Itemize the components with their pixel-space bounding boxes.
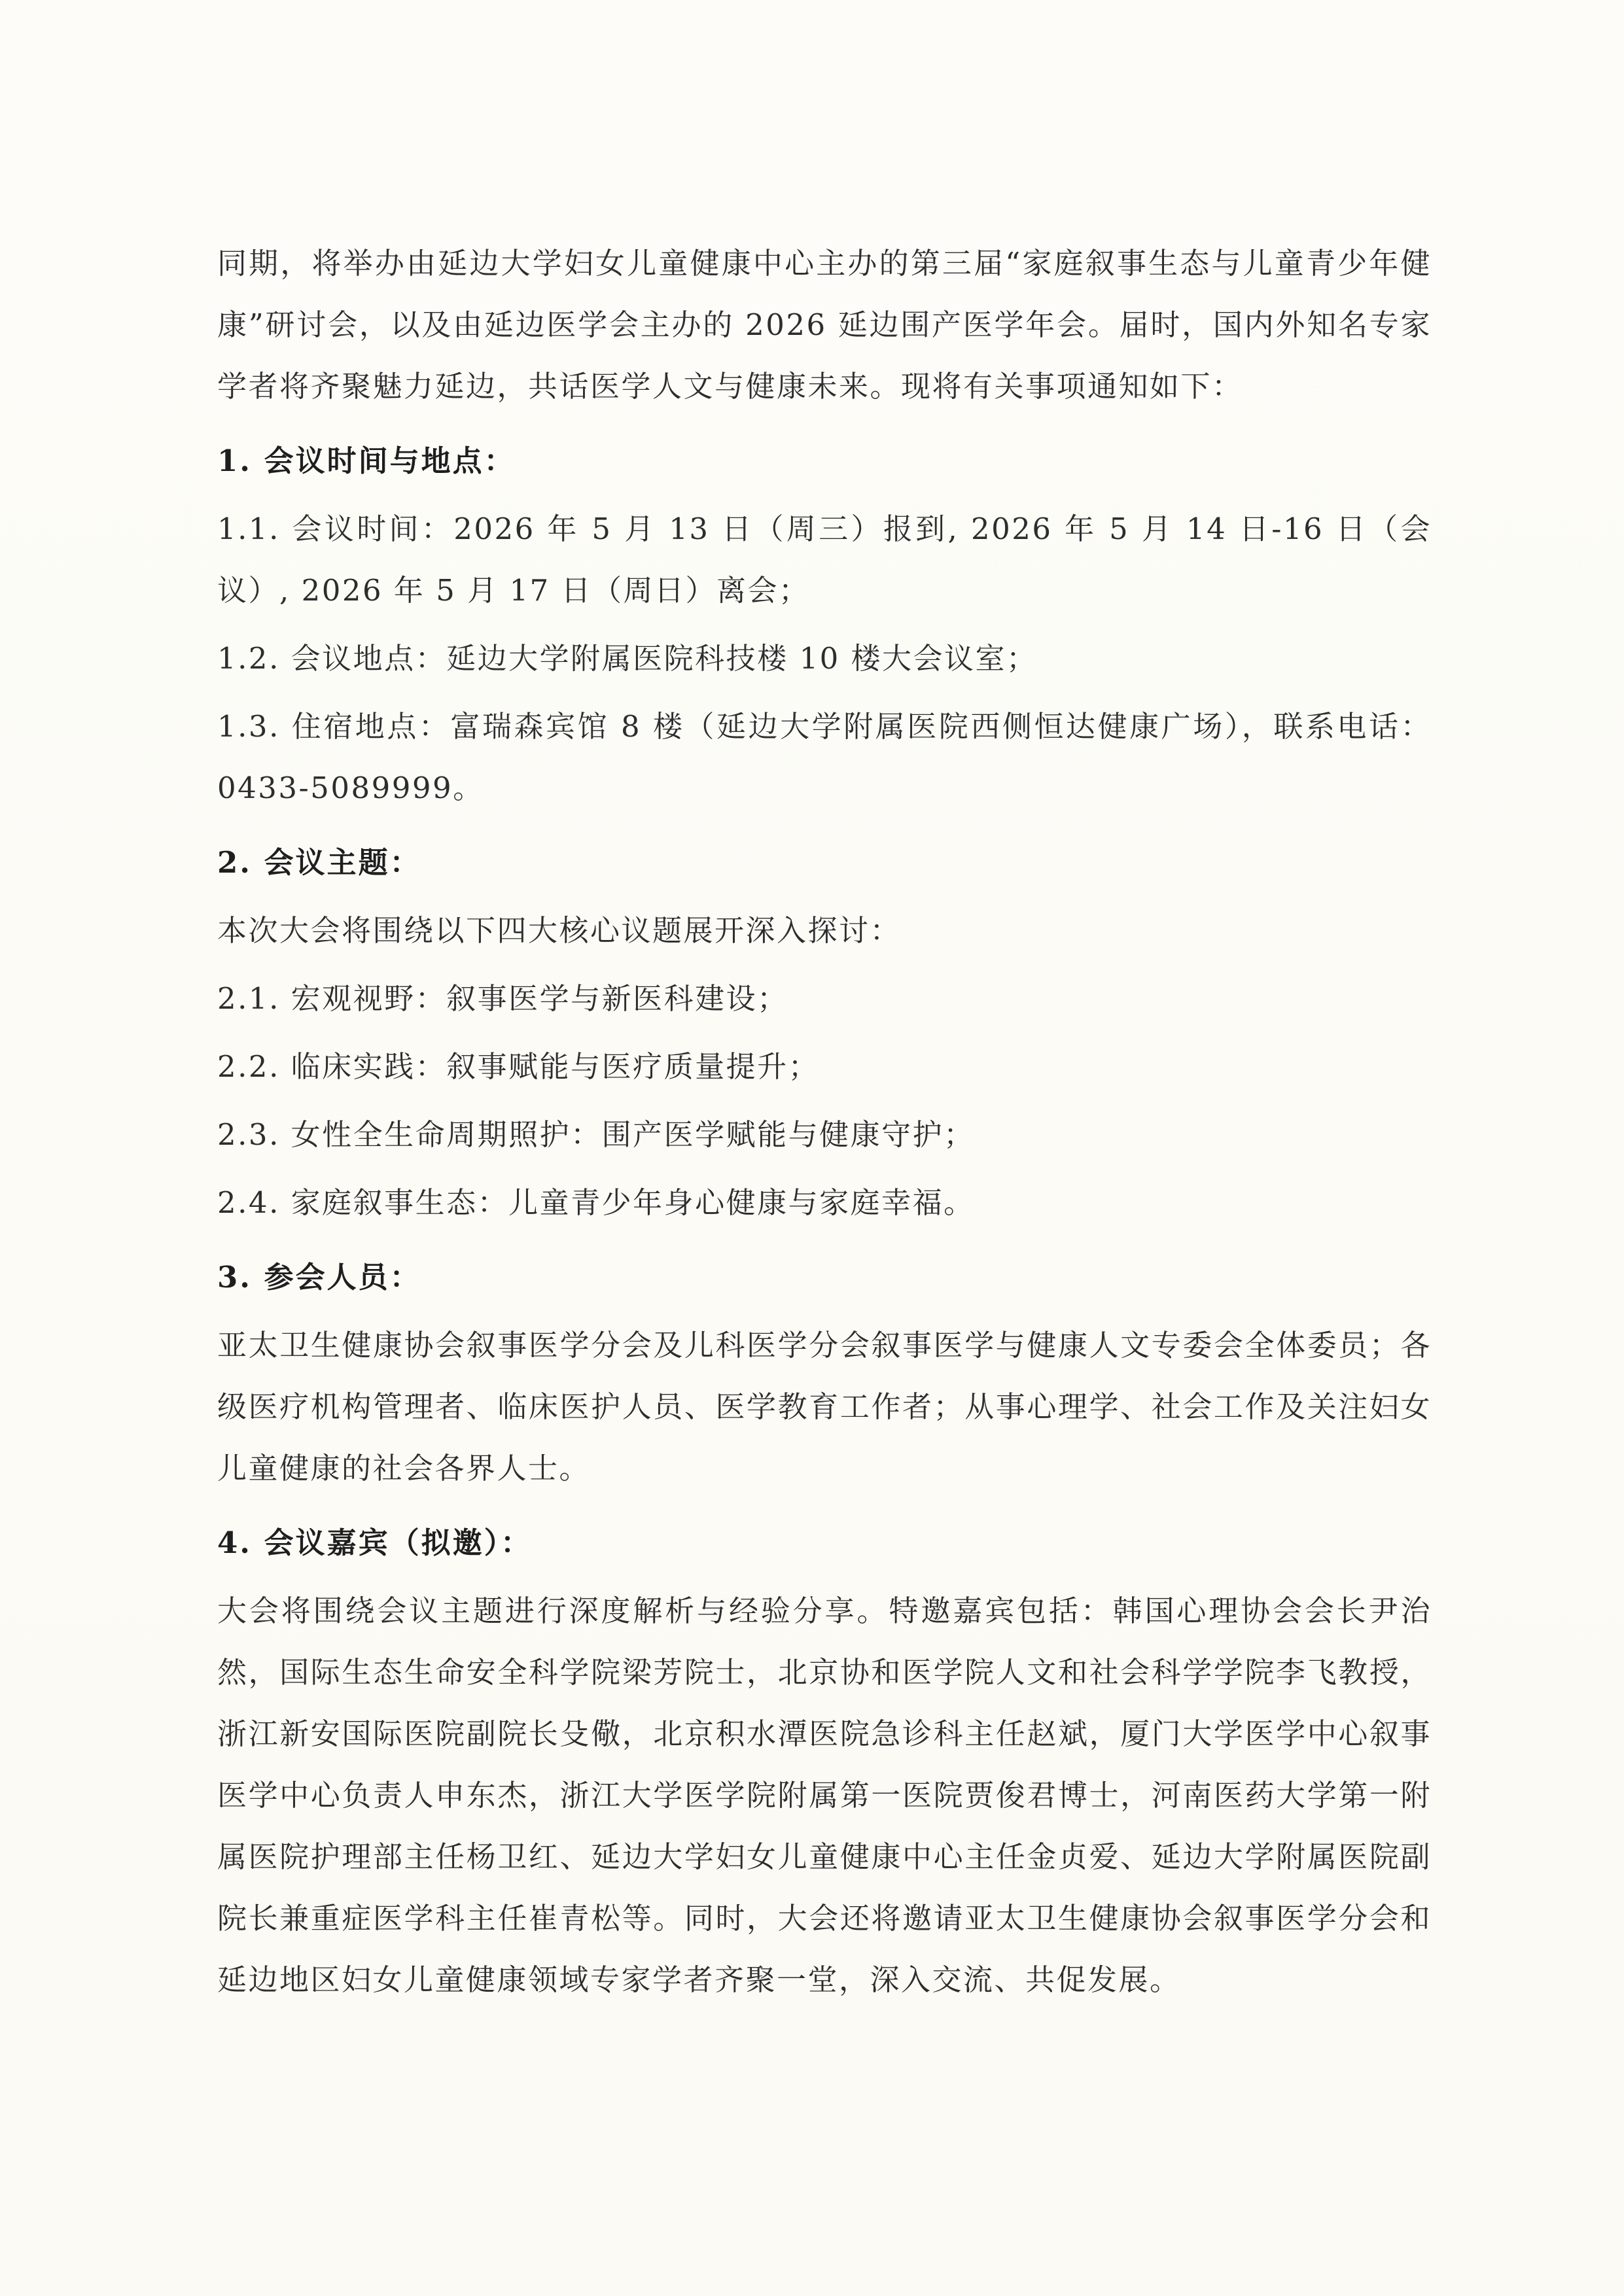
section-2-topic-4: 2.4. 家庭叙事生态：儿童青少年身心健康与家庭幸福。 [217, 1185, 975, 1220]
section-2-topic-3: 2.3. 女性全生命周期照护：围产医学赋能与健康守护； [217, 1117, 975, 1152]
section-3-participants: 亚太卫生健康协会叙事医学分会及儿科医学分会叙事医学与健康人文专委会全体委员；各级医疗机构管理者、临床医护人员、医学教育工作者；从事心理学、社会工作及关注妇女儿童健康的社会各界人士。 [217, 1328, 1432, 1486]
section-4-guests: 大会将围绕会议主题进行深度解析与经验分享。特邀嘉宾包括：韩国心理协会会长尹治然，国际生态生命安全科学院梁芳院士，北京协和医学院人文和社会科学学院李飞教授，浙江新安国际医院副院长殳儆，北京积水潭医院急诊科主任赵斌，厦门大学医学中心叙事医学中心负责人申东杰，浙江大学医学院附属第一医院贾俊君博士，河南医药大学第一附属医院护理部主任杨卫红、延边大学妇女儿童健康中心主任金贞爱、延边大学附属医院副院长兼重症医学科主任崔青松等。同时，大会还将邀请亚太卫生健康协会叙事医学分会和延边地区妇女儿童健康领域专家学者齐聚一堂，深入交流、共促发展。 [217, 1593, 1432, 1997]
section-4-heading: 4. 会议嘉宾（拟邀）： [217, 1525, 533, 1560]
document-body [217, 233, 1432, 2017]
section-1-heading: 1. 会议时间与地点： [217, 444, 516, 478]
intro-paragraph: 同期，将举办由延边大学妇女儿童健康中心主办的第三届“家庭叙事生态与儿童青少年健康”研讨会，以及由延边医学会主办的 2026 延边围产医学年会。届时，国内外知名专家学者将齐聚魅力延边，共话医学人文与健康未来。现将有关事项通知如下： [217, 246, 1432, 404]
section-2-intro: 本次大会将围绕以下四大核心议题展开深入探讨： [217, 913, 902, 948]
section-2-topic-1: 2.1. 宏观视野：叙事医学与新医科建设； [217, 981, 788, 1016]
section-1-item-meeting-time: 1.1. 会议时间：2026 年 5 月 13 日（周三）报到, 2026 年 5 月 14 日-16 日（会议）, 2026 年 5 月 17 日（周日）离会； [217, 512, 1432, 608]
section-2-topic-2: 2.2. 临床实践：叙事赋能与医疗质量提升； [217, 1049, 820, 1084]
section-3-heading: 3. 参会人员： [217, 1260, 421, 1295]
section-2-heading: 2. 会议主题： [217, 845, 421, 880]
section-1-item-accommodation: 1.3. 住宿地点：富瑞森宾馆 8 楼（延边大学附属医院西侧恒达健康广场），联系电话：0433-5089999。 [217, 709, 1432, 805]
section-1-item-meeting-place: 1.2. 会议地点：延边大学附属医院科技楼 10 楼大会议室； [217, 641, 1038, 676]
